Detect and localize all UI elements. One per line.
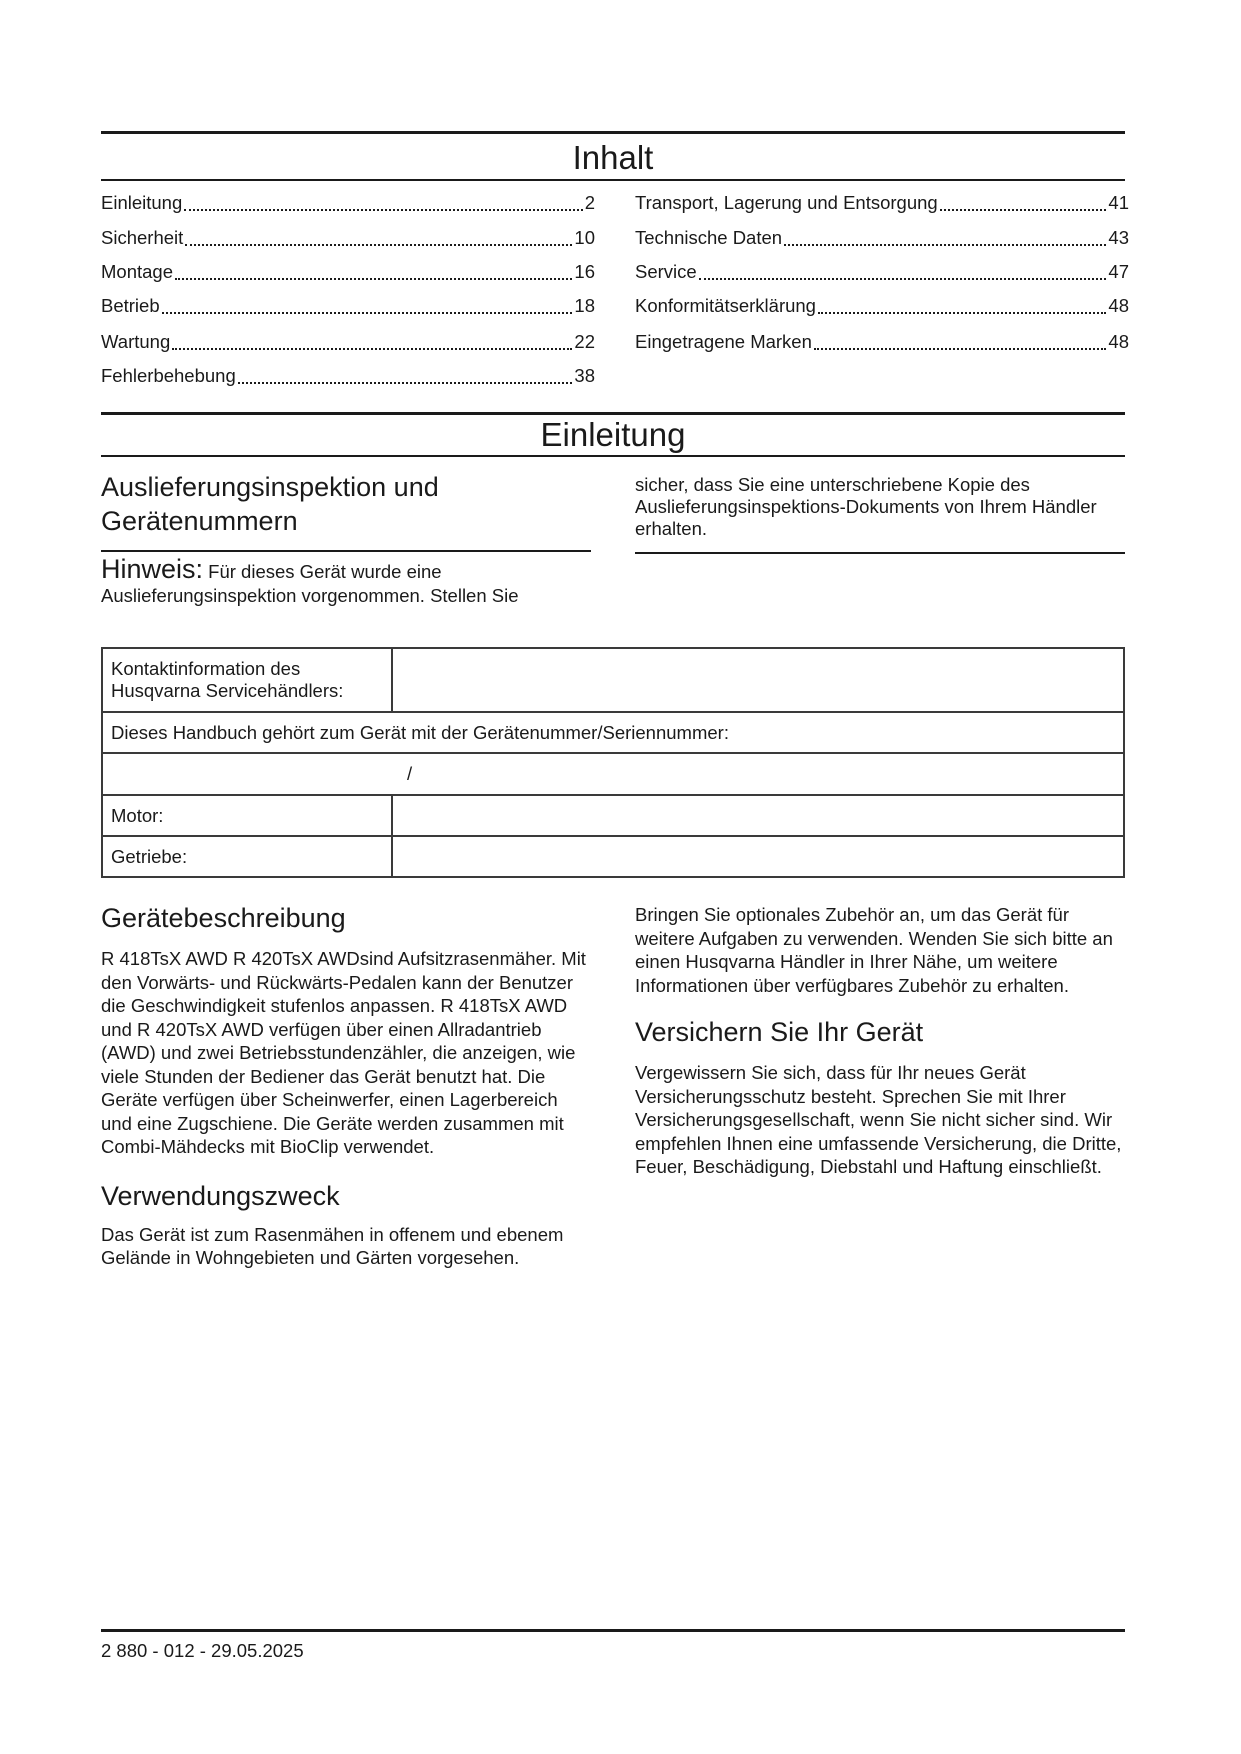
toc-entry-label: Wartung <box>101 331 171 352</box>
hinweis-paragraph <box>101 554 591 607</box>
purpose-text: Das Gerät ist zum Rasenmähen in offenem und ebenem Gelände in Wohngebieten und Gärten vorgesehen. <box>101 1223 564 1268</box>
toc-entry-page: 22 <box>574 331 595 352</box>
toc-entry-page: 38 <box>574 365 595 386</box>
toc-entry-page: 18 <box>574 295 595 316</box>
accessories-block <box>635 903 1125 1179</box>
toc-entry[interactable] <box>635 291 1129 317</box>
table-row <box>102 795 1124 836</box>
toc-leader-dots <box>784 244 1106 246</box>
table-row <box>102 836 1124 877</box>
hinweis-text: Für dieses Gerät wurde eine Auslieferungsinspektion vorgenommen. Stellen Sie <box>101 561 519 606</box>
delivery-block <box>101 470 591 607</box>
toc-entry-page: 41 <box>1108 192 1129 213</box>
toc-leader-dots <box>172 348 572 350</box>
intro-title: Einleitung <box>540 416 686 453</box>
description-text: R 418TsX AWD R 420TsX AWDsind Aufsitzrasenmäher. Mit den Vorwärts- und Rückwärts-Pedalen kann der Benutzer die Geschwindigkeit stufenlos anpassen. R 418TsX AWD und R 420TsX AWD verfügen über einen Allradantrieb (AWD) und zwei Betriebsstundenzähler, die anzeigen, wie viele Stunden der Bediener das Gerät benutzt hat. Die Geräte verfügen über Scheinwerfer, einen Lagerbereich und eine Zugschiene. Die Geräte werden zusammen mit Combi-Mähdecks mit BioClip verwendet. <box>101 948 586 1157</box>
toc-entry-label: Montage <box>101 261 173 282</box>
continuation-rule <box>635 552 1125 554</box>
motor-value-cell[interactable] <box>392 795 1124 836</box>
toc-entry[interactable] <box>635 188 1129 214</box>
intro-title-rule <box>101 455 1125 457</box>
toc-entry-label: Eingetragene Marken <box>635 331 812 352</box>
toc-leader-dots <box>699 278 1107 280</box>
toc-entry[interactable] <box>101 188 595 214</box>
toc-leader-dots <box>940 209 1107 211</box>
description-heading: Gerätebeschreibung <box>101 903 346 933</box>
toc-entry-label: Konformitätserklärung <box>635 295 816 316</box>
insurance-text: Vergewissern Sie sich, dass für Ihr neues Gerät Versicherungsschutz besteht. Sprechen Sie mit Ihrer Versicherungsgesellschaft, wenn Sie nicht sicher sind. Wir empfehlen Ihnen eine umfassende Versicherung, die Dritte, Feuer, Beschädigung, Diebstahl und Haftung einschließt. <box>635 1062 1122 1177</box>
gear-label-cell: Getriebe: <box>102 836 392 877</box>
toc-leader-dots <box>184 209 582 211</box>
toc-entry-label: Einleitung <box>101 192 183 213</box>
insurance-heading: Versichern Sie Ihr Gerät <box>635 1017 924 1047</box>
footer-rule <box>101 1629 1125 1632</box>
delivery-heading-rule <box>101 550 591 552</box>
serial-value-cell[interactable] <box>102 753 1124 795</box>
toc-entry[interactable] <box>101 361 595 387</box>
device-info-table <box>101 647 1125 878</box>
toc-top-rule <box>101 131 1125 134</box>
toc-entry-label: Betrieb <box>101 295 160 316</box>
toc-entry-label: Technische Daten <box>635 227 783 248</box>
continuation-text: sicher, dass Sie eine unterschriebene Kopie des Auslieferungsinspektions-Dokuments von Ihrem Händler erhalten. <box>635 474 1097 539</box>
toc-title-rule <box>101 179 1125 181</box>
delivery-continuation <box>635 474 1125 554</box>
toc-entry-page: 43 <box>1108 227 1129 248</box>
toc-entry[interactable] <box>635 223 1129 249</box>
toc-entry-label: Fehlerbehebung <box>101 365 236 386</box>
toc-leader-dots <box>162 312 573 314</box>
gear-value-cell[interactable] <box>392 836 1124 877</box>
delivery-heading: Auslieferungsinspektion und Gerätenummern <box>101 472 439 536</box>
accessories-text: Bringen Sie optionales Zubehör an, um das Gerät für weitere Aufgaben zu verwenden. Wenden Sie sich bitte an einen Husqvarna Händler in Ihrer Nähe, um weitere Informationen über verfügbares Zubehör zu erhalten. <box>635 904 1113 996</box>
toc-leader-dots <box>175 278 572 280</box>
toc-entry[interactable] <box>635 257 1129 283</box>
contact-value-cell[interactable] <box>392 648 1124 712</box>
table-row <box>102 712 1124 753</box>
motor-label-cell: Motor: <box>102 795 392 836</box>
toc-entry-page: 2 <box>584 192 595 213</box>
toc-entry-label: Sicherheit <box>101 227 184 248</box>
toc-entry[interactable] <box>101 223 595 249</box>
toc-entry-page: 10 <box>574 227 595 248</box>
serial-separator: / <box>407 763 413 784</box>
toc-title: Inhalt <box>572 139 654 176</box>
hinweis-label: Hinweis: <box>101 554 204 584</box>
toc-leader-dots <box>818 312 1106 314</box>
toc-leader-dots <box>185 244 572 246</box>
purpose-heading: Verwendungszweck <box>101 1180 340 1211</box>
toc-entry-label: Transport, Lagerung und Entsorgung <box>635 192 938 213</box>
toc-entry[interactable] <box>101 291 595 317</box>
manual-page <box>101 0 1129 1754</box>
description-block <box>101 901 591 1270</box>
toc-entry-page: 16 <box>574 261 595 282</box>
toc-entry-label: Service <box>635 261 697 282</box>
toc-entry[interactable] <box>101 257 595 283</box>
toc-entry-page: 47 <box>1108 261 1129 282</box>
toc-entry-page: 48 <box>1108 295 1129 316</box>
table-row <box>102 753 1124 795</box>
contact-label-cell: Kontaktinformation des Husqvarna Servicehändlers: <box>102 648 392 712</box>
serial-label-cell: Dieses Handbuch gehört zum Gerät mit der Gerätenummer/Seriennummer: <box>102 712 1124 753</box>
table-row <box>102 648 1124 712</box>
toc-entry[interactable] <box>101 327 595 353</box>
footer-doc-code: 2 880 - 012 - 29.05.2025 <box>101 1640 304 1661</box>
toc-leader-dots <box>814 348 1107 350</box>
toc-leader-dots <box>238 382 573 384</box>
toc-entry[interactable] <box>635 327 1129 353</box>
toc-entry-page: 48 <box>1108 331 1129 352</box>
